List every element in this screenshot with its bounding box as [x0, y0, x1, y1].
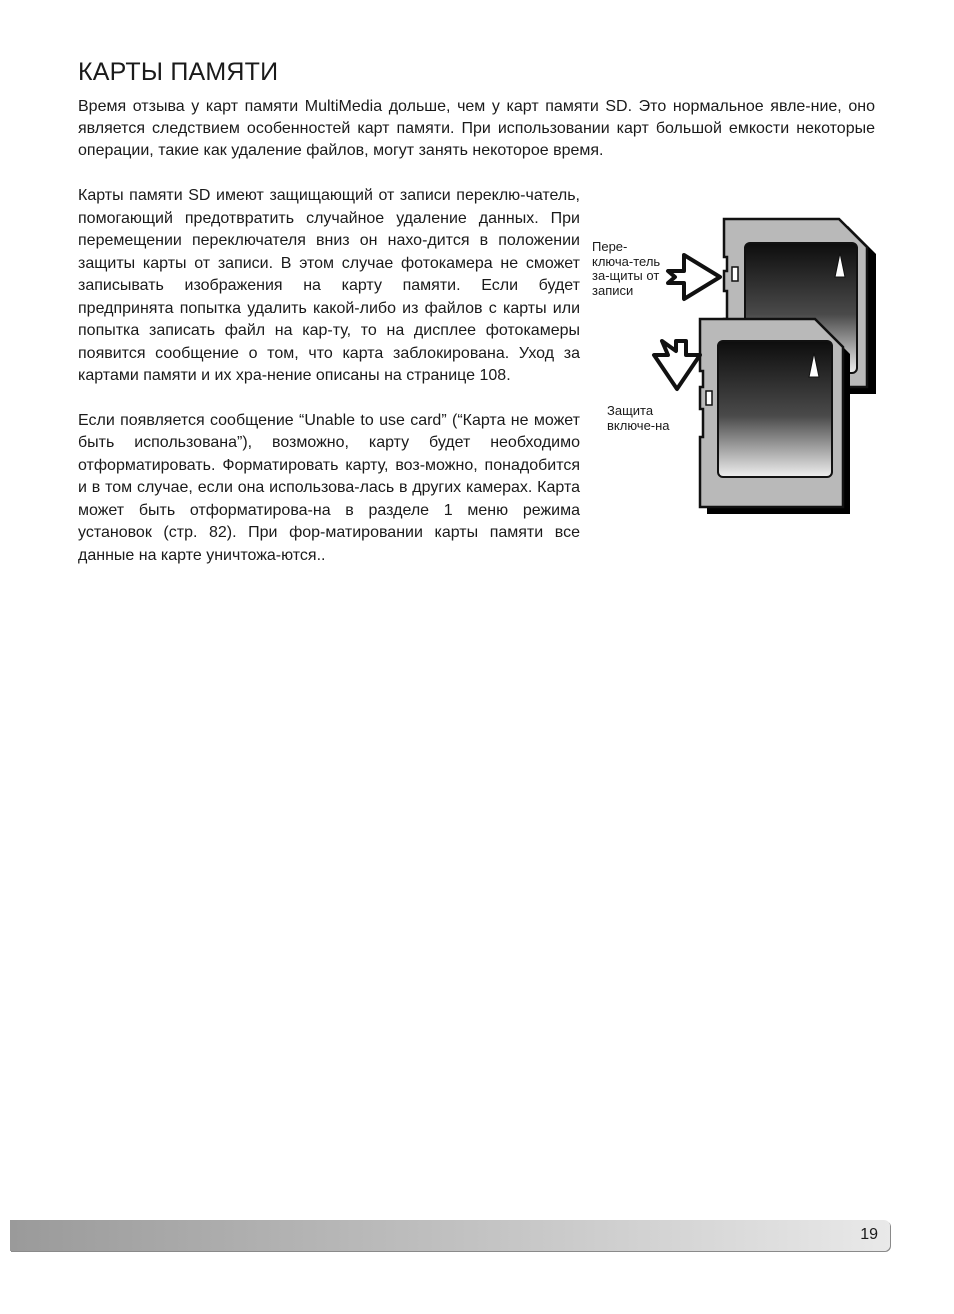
arrow-right-icon: [668, 255, 720, 299]
body-column: [78, 185, 580, 567]
paragraph-write-protect: Карты памяти SD имеют защищающий от записи переклю-чатель, помогающий предотвратить случайное удаление данных. При перемещении переключателя вниз он нахо-дится в положении защиты карты от записи. В этом случае фотокамера не сможет записывать изображения на карту памяти. Если будет предпринята попытка удалить какой-либо из файлов с карты или попытка записать файл на кар-ту, то на дисплее фотокамеры появится сообщение о том, что карта заблокирована. Уход за картами памяти и их хра-нение описаны на странице 108.: [78, 187, 580, 384]
intro-paragraph: Время отзыва у карт памяти MultiMedia дольше, чем у карт памяти SD. Это нормальное явле-ние, оно является следствием особенностей карт памяти. При использовании карт большой емкости некоторые операции, такие как удаление файлов, могут занять некоторое время.: [78, 98, 875, 159]
page-title: КАРТЫ ПАМЯТИ: [78, 58, 279, 86]
sd-card-icon-locked: [700, 319, 850, 514]
sd-card-illustration: [640, 215, 880, 515]
arrow-down-icon: [654, 341, 700, 389]
label-write-protect-switch: Пере-ключа-тель за-щиты от записи: [592, 239, 661, 298]
paragraph-format: Если появляется сообщение “Unable to use card” (“Карта не может быть использована”), возможно, карту будет необходимо отформатировать. Форматировать карту, воз-можно, понадобится и в том случае, если она использова-лась в других камерах. Карта может быть отформатирова-на в разделе 1 меню режима установок (стр. 82). При фор-матировании карты памяти все данные на карте уничтожа-ются..: [78, 411, 580, 564]
label-protection-on: Защита включе-на: [607, 403, 670, 433]
footer-bar: [10, 1220, 890, 1251]
page-number: 19: [860, 1226, 878, 1243]
